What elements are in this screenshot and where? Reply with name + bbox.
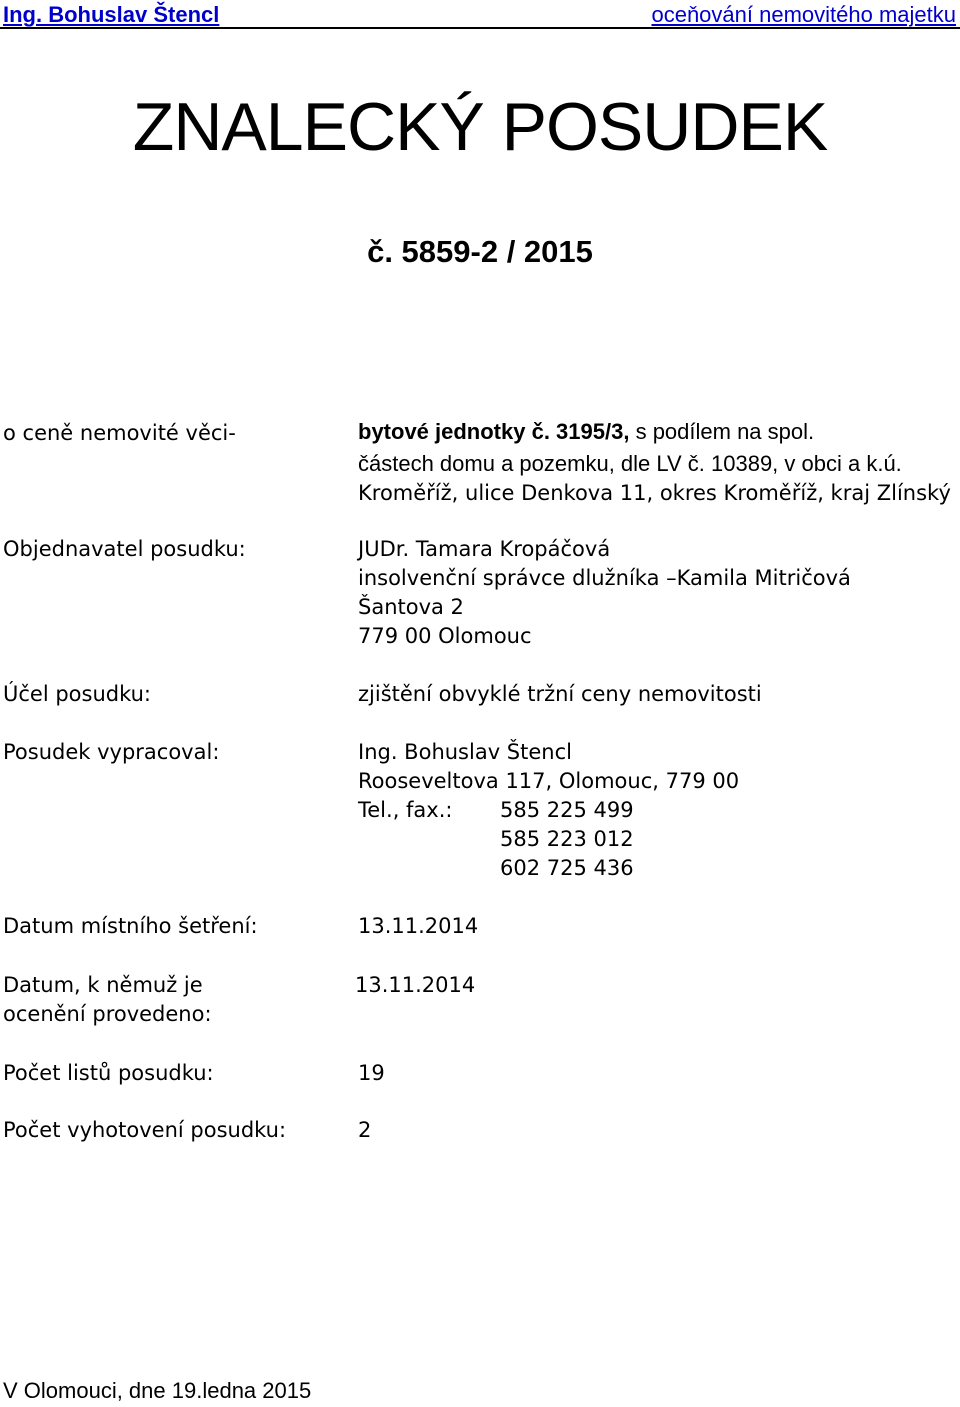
valuation-date-value: 13.11.2014 <box>355 973 476 997</box>
phone-number-3: 602 725 436 <box>500 856 634 880</box>
inspection-date-value: 13.11.2014 <box>358 914 479 938</box>
client-city: 779 00 Olomouc <box>358 624 532 648</box>
header-rule <box>0 27 960 29</box>
valuation-date-label-2: ocenění provedeno: <box>3 1002 212 1026</box>
document-title: ZNALECKÝ POSUDEK <box>132 89 828 165</box>
sheet-count-value: 19 <box>358 1061 385 1085</box>
prepared-by-address: Rooseveltova 117, Olomouc, 779 00 <box>358 769 740 793</box>
valuation-line-2: částech domu a pozemku, dle LV č. 10389, v obci a k.ú. <box>358 451 902 476</box>
copy-count-value: 2 <box>358 1118 372 1142</box>
header-subject: oceňování nemovitého majetku <box>651 2 956 27</box>
prepared-by-label: Posudek vypracoval: <box>3 740 220 764</box>
client-name: JUDr. Tamara Kropáčová <box>358 537 611 561</box>
client-label: Objednavatel posudku: <box>3 537 246 561</box>
valuation-label: o ceně nemovité věci- <box>3 421 236 445</box>
copy-count-label: Počet vyhotovení posudku: <box>3 1118 287 1142</box>
place-and-date: V Olomouci, dne 19.ledna 2015 <box>3 1378 312 1403</box>
purpose-value: zjištění obvyklé tržní ceny nemovitosti <box>358 682 762 706</box>
valuation-unit: bytové jednotky č. 3195/3, <box>358 419 630 444</box>
prepared-by-name: Ing. Bohuslav Štencl <box>358 740 572 764</box>
phone-label: Tel., fax.: <box>358 798 453 822</box>
client-street: Šantova 2 <box>358 595 464 619</box>
client-role: insolvenční správce dlužníka –Kamila Mitričová <box>358 566 851 590</box>
phone-number-2: 585 223 012 <box>500 827 634 851</box>
sheet-count-label: Počet listů posudku: <box>3 1061 214 1085</box>
page-header <box>0 0 960 28</box>
document-number: č. 5859-2 / 2015 <box>367 234 593 269</box>
valuation-share: s podílem na spol. <box>629 419 815 444</box>
valuation-line-1 <box>358 419 814 445</box>
valuation-date-label-1: Datum, k němuž je <box>3 973 203 997</box>
valuation-line-3: Kroměříž, ulice Denkova 11, okres Kroměříž, kraj Zlínský <box>358 481 951 505</box>
inspection-date-label: Datum místního šetření: <box>3 914 258 938</box>
purpose-label: Účel posudku: <box>3 682 152 706</box>
header-author: Ing. Bohuslav Štencl <box>3 2 220 27</box>
phone-number-1: 585 225 499 <box>500 798 634 822</box>
